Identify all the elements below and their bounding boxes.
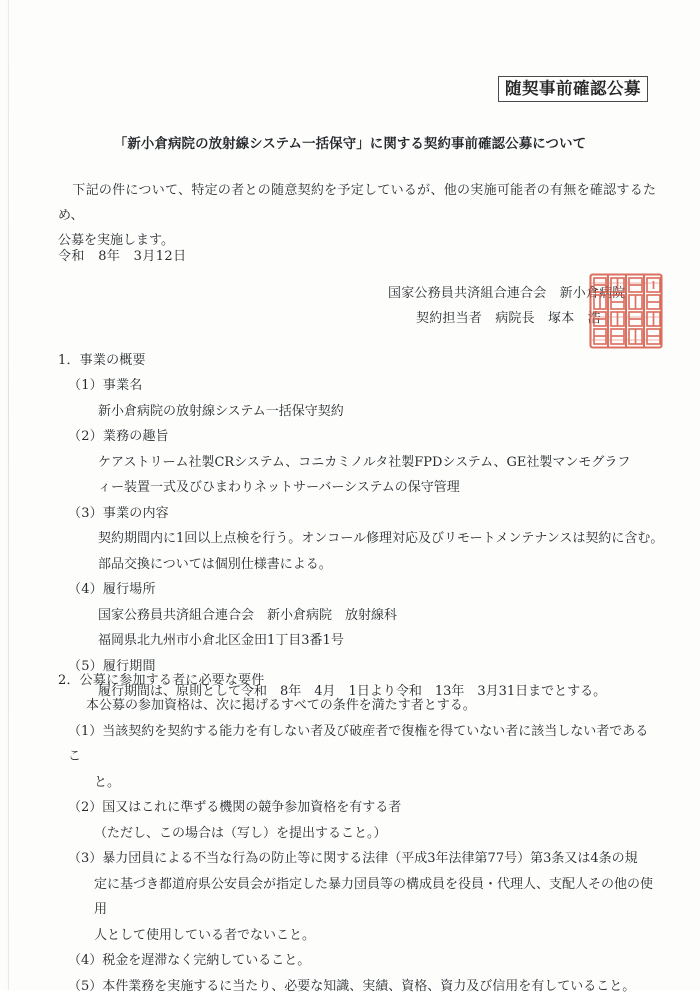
- text-line: 国家公務員共済組合連合会 新小倉病院 放射線科: [98, 603, 660, 629]
- section-business-overview: [58, 348, 660, 705]
- classification-stamp-label: 随契事前確認公募: [505, 80, 641, 97]
- intro-paragraph: [58, 178, 656, 253]
- text-line: （4）税金を遅滞なく完納していること。: [68, 948, 660, 974]
- text-line: 福岡県北九州市小倉北区金田1丁目3番1号: [98, 628, 660, 654]
- requirement-item-1: [58, 719, 660, 796]
- text-line: 部品交換については個別仕様書による。: [98, 552, 660, 578]
- text-line: 履行期間は、原則として令和 8年 4月 1日より令和 13年 3月31日までとする。: [98, 679, 660, 705]
- issue-date: 令和 8年 3月12日: [58, 245, 186, 264]
- text-line: 人として使用している者でないこと。: [68, 923, 660, 949]
- section1-item-1-body: [58, 399, 660, 425]
- section1-item-4-label: （4）履行場所: [58, 577, 660, 603]
- text-line: （2）国又はこれに準ずる機関の競争参加資格を有する者: [68, 795, 660, 821]
- requirement-item-2: [58, 795, 660, 846]
- text-line: と。: [68, 770, 660, 796]
- section1-item-3: [58, 501, 660, 578]
- document-title: 「新小倉病院の放射線システム一括保守」に関する契約事前確認公募について: [0, 133, 700, 152]
- section1-item-5-label: （5）履行期間: [58, 654, 660, 680]
- section1-item-1: [58, 373, 660, 424]
- section1-item-4-body: [58, 603, 660, 654]
- signature-organization: 国家公務員共済組合連合会 新小倉病院: [388, 281, 626, 306]
- text-line: （ただし、この場合は（写し）を提出すること。）: [68, 821, 660, 847]
- text-line: （3）暴力団員による不当な行為の防止等に関する法律（平成3年法律第77号）第3条又は4条の規: [68, 846, 660, 872]
- text-line: ケアストリーム社製CRシステム、コニカミノルタ社製FPDシステム、GE社製マンモグラフ: [98, 450, 660, 476]
- section1-item-4: [58, 577, 660, 654]
- text-line: （5）本件業務を実施するに当たり、必要な知識、実績、資格、資力及び信用を有していること。: [68, 974, 660, 999]
- text-line: （1）当該契約を契約する能力を有しない者及び破産者で復権を得ていない者に該当しない者であるこ: [68, 719, 660, 770]
- section1-item-2-label: （2）業務の趣旨: [58, 424, 660, 450]
- intro-line-1: 下記の件について、特定の者との随意契約を予定しているが、他の実施可能者の有無を確認するため、: [58, 178, 656, 228]
- text-line: ィー装置一式及びひまわりネットサーバーシステムの保守管理: [98, 475, 660, 501]
- section1-heading: 1．事業の概要: [58, 348, 660, 373]
- intro-line-2: 公募を実施します。: [58, 228, 656, 253]
- text-line: 新小倉病院の放射線システム一括保守契約: [98, 399, 660, 425]
- section1-item-3-body: [58, 526, 660, 577]
- section2-lead-text: 本公募の参加資格は、次に掲げるすべての条件を満たす者とする。: [58, 693, 660, 719]
- section-participation-requirements: [58, 668, 660, 999]
- requirement-item-3: [58, 846, 660, 948]
- section1-item-2-body: [58, 450, 660, 501]
- classification-stamp-box: [498, 76, 648, 102]
- requirement-item-5: [58, 974, 660, 999]
- official-seal-icon: [588, 272, 664, 350]
- section1-item-1-label: （1）事業名: [58, 373, 660, 399]
- section1-item-2: [58, 424, 660, 501]
- text-line: 契約期間内に1回以上点検を行う。オンコール修理対応及びリモートメンテナンスは契約に含む。: [98, 526, 660, 552]
- requirement-item-4: [58, 948, 660, 974]
- text-line: 定に基づき都道府県公安員会が指定した暴力団員等の構成員を役員・代理人、支配人その他の使用: [68, 872, 660, 923]
- section2-heading: 2．公募に参加する者に必要な要件: [58, 668, 660, 693]
- signature-officer: 契約担当者 病院長 塚本 浩: [388, 306, 626, 331]
- section1-item-3-label: （3）事業の内容: [58, 501, 660, 527]
